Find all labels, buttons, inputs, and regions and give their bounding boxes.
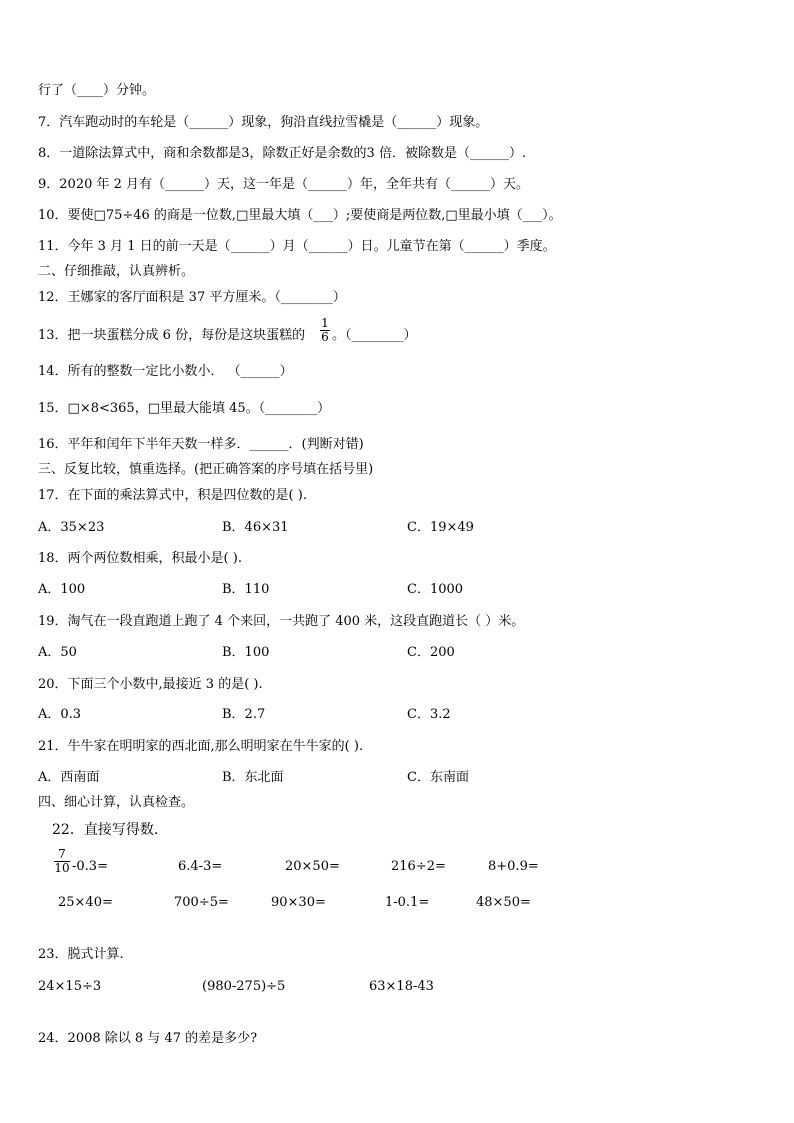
calc-22-item: 25×40= <box>58 895 113 910</box>
calc-22-fraction <box>54 848 70 875</box>
option-21-c: C．东南面 <box>407 770 469 785</box>
option-17-b: B．46×31 <box>222 520 289 535</box>
question-18: 18．两个两位数相乘，积最小是( ). <box>38 551 242 566</box>
section-3-heading: 三、反复比较，慎重选择。(把正确答案的序号填在括号里) <box>38 462 374 477</box>
calc-22-item: 8+0.9= <box>488 859 539 874</box>
fraction-numerator: 1 <box>321 316 329 330</box>
calc-22-item: 48×50= <box>476 895 531 910</box>
option-18-c: C．1000 <box>407 582 464 597</box>
calc-23-item: 63×18-43 <box>369 979 434 994</box>
option-17-c: C．19×49 <box>407 520 474 535</box>
section-2-heading: 二、仔细推敲，认真辨析。 <box>38 264 195 279</box>
question-23: 23．脱式计算. <box>38 947 124 962</box>
calc-22-item: 90×30= <box>271 895 326 910</box>
question-13-answer: 。（________） <box>332 328 417 343</box>
question-13-fraction <box>320 317 330 344</box>
calc-22-item: 216÷2= <box>391 859 446 874</box>
fraction-numerator: 7 <box>58 847 66 861</box>
option-20-a: A．0.3 <box>38 707 82 722</box>
fraction-denominator: 10 <box>54 861 70 875</box>
option-21-b: B．东北面 <box>222 770 284 785</box>
question-21: 21．牛牛家在明明家的西北面,那么明明家在牛牛家的( ). <box>38 739 364 754</box>
question-11: 11．今年 3 月 1 日的前一天是（______）月（______）日。儿童节在第（______）季度。 <box>38 239 556 254</box>
option-18-b: B．110 <box>222 582 270 597</box>
question-8: 8．一道除法算式中，商和余数都是3，除数正好是余数的3 倍．被除数是（______）. <box>38 146 527 161</box>
calc-22-item: 6.4-3= <box>178 859 223 874</box>
calc-22-item: -0.3= <box>72 859 108 874</box>
question-24: 24．2008 除以 8 与 47 的差是多少? <box>38 1031 258 1046</box>
question-9: 9．2020 年 2 月有（______）天，这一年是（______）年，全年共有（______）天。 <box>38 177 530 192</box>
option-20-b: B．2.7 <box>222 707 266 722</box>
question-13 <box>38 328 305 344</box>
calc-22-item: 20×50= <box>285 859 340 874</box>
option-21-a: A．西南面 <box>38 770 100 785</box>
question-15: 15．□×8<365，□里最大能填 45。（________） <box>38 401 331 416</box>
calc-23-item: 24×15÷3 <box>38 979 102 994</box>
section-4-heading: 四、细心计算，认真检查。 <box>38 795 195 810</box>
option-20-c: C．3.2 <box>407 707 451 722</box>
question-22: 22．直接写得数． <box>52 822 168 838</box>
question-10: 10．要使□75÷46 的商是一位数,□里最大填（___）;要使商是两位数,□里最小填（___）。 <box>38 208 562 223</box>
question-13-text: 13．把一块蛋糕分成 6 份，每份是这块蛋糕的 <box>38 328 306 343</box>
question-14: 14．所有的整数一定比小数小． （______） <box>38 364 293 379</box>
question-16: 16．平年和闰年下半年天数一样多．______．(判断对错) <box>38 437 364 452</box>
question-20: 20．下面三个小数中,最接近 3 的是( ). <box>38 677 263 692</box>
fraction-denominator: 6 <box>321 330 329 344</box>
question-19: 19．淘气在一段直跑道上跑了 4 个来回，一共跑了 400 米，这段直跑道长（ ）米。 <box>38 614 525 629</box>
option-17-a: A．35×23 <box>38 520 105 535</box>
option-19-a: A．50 <box>38 645 77 660</box>
calc-22-item: 1-0.1= <box>385 895 430 910</box>
question-7: 7．汽车跑动时的车轮是（______）现象，狗沿直线拉雪橇是（______）现象。 <box>38 115 489 130</box>
line-continued: 行了（____）分钟。 <box>38 83 156 98</box>
option-18-a: A．100 <box>38 582 86 597</box>
calc-23-item: (980-275)÷5 <box>202 979 286 994</box>
option-19-c: C．200 <box>407 645 455 660</box>
question-17: 17．在下面的乘法算式中，积是四位数的是( ). <box>38 488 307 503</box>
question-12: 12．王娜家的客厅面积是 37 平方厘米。（________） <box>38 290 346 305</box>
option-19-b: B．100 <box>222 645 270 660</box>
calc-22-item: 700÷5= <box>174 895 229 910</box>
